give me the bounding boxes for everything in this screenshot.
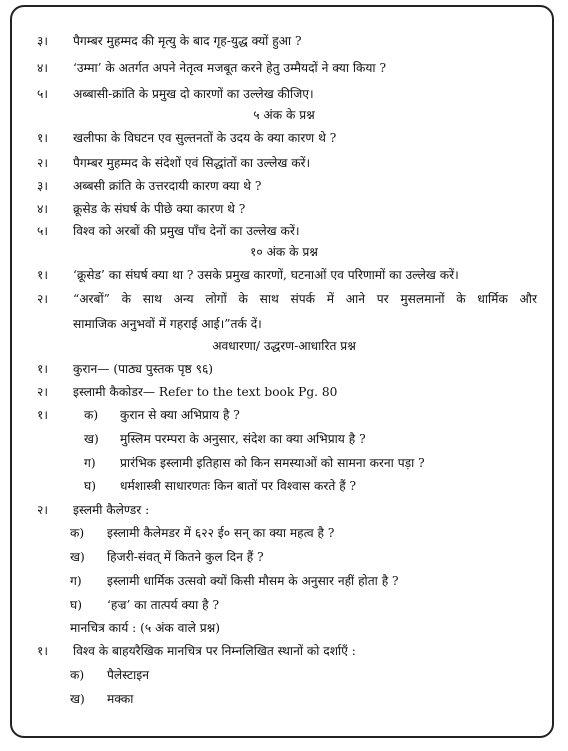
map-work-heading: मानचित्र कार्य : (५ अंक वाले प्रश्न) xyxy=(70,621,221,635)
sub-question: घ) ‘हज्र’ का तात्पर्य क्या है ? xyxy=(70,598,219,612)
question-line: २। पैगम्बर मुहम्मद के संदेशों एवं सिद्धांतों का उल्लेख करें। xyxy=(37,156,311,170)
section-heading-5-marks: ५ अंक के प्रश्न xyxy=(253,108,315,122)
question-line: ५। विश्व को अरबों की प्रमुख पाँच देनों का उल्लेख करें। xyxy=(37,224,300,238)
sub-question: क) इस्लामी कैलेमडर में ६२२ ई० सन् का क्या महत्व है ? xyxy=(70,526,335,540)
question-line: १। ‘क्रूसेड’ का संघर्ष क्या था ? उसके प्रमुख कारणों, घटनाओं एव परिणामों का उल्लेख करें। xyxy=(37,268,459,282)
sub-question: १। क) कुरान से क्या अभिप्राय है ? xyxy=(37,408,240,422)
sub-question: क) पैलेस्टाइन xyxy=(70,668,149,682)
section-heading-10-marks: १० अंक के प्रश्न xyxy=(250,245,318,259)
question-line: ४। क्रूसेड के संघर्ष के पीछे क्या कारण थे ? xyxy=(37,202,246,216)
question-line: २। “अरबों” के साथ अन्य लोगों के साथ संपर्क में आने पर मुसलमानों के धार्मिक और xyxy=(37,292,537,306)
sub-question: घ) धर्मशास्त्री साधारणतः किन बातों पर विश्वास करते हैं ? xyxy=(84,479,357,493)
question-line: ४। ‘उम्मा’ के अतर्गत अपने नेतृत्व मजबूत करने हेतु उम्मैयदों ने क्या किया ? xyxy=(37,61,386,75)
sub-question: ग) इस्लामी धार्मिक उत्सवो क्यों किसी मौसम के अनुसार नहीं होता है ? xyxy=(70,574,399,588)
sub-question: ख) हिजरी-संवत् में कितने कुल दिन हैं ? xyxy=(70,550,264,564)
question-line: ३। अब्बसी क्रांति के उत्तरदायी कारण क्या थे ? xyxy=(37,179,262,193)
source-line: १। कुरान— (पाठ्य पुस्तक पृष्ठ ९६) xyxy=(37,362,214,376)
question-line: ५। अब्बासी-क्रांति के प्रमुख दो कारणों का उल्लेख कीजिए। xyxy=(37,87,314,101)
question-line: २। इस्लमी कैलेण्डर : xyxy=(37,503,150,517)
question-line: १। खलीफा के विघटन एव सुल्तनतों के उदय के क्या कारण थे ? xyxy=(37,131,337,145)
section-heading-source-based: अवधारणा/ उद्धरण-आधारित प्रश्न xyxy=(212,339,356,353)
question-line-continued: सामाजिक अनुभवों में गहराई आई।”तर्क दें। xyxy=(73,317,262,331)
question-line: ३। पैगम्बर मुहम्मद की मृत्यु के बाद गृह-युद्ध क्यों हुआ ? xyxy=(37,34,302,48)
sub-question: ख) मक्का xyxy=(70,692,134,706)
sub-question: ग) प्रारंभिक इस्लामी इतिहास को किन समस्याओं को सामना करना पड़ा ? xyxy=(84,456,425,470)
question-line: १। विश्व के बाहयरैखिक मानचित्र पर निम्नलिखित स्थानों को दर्शाएँ : xyxy=(37,644,356,658)
sub-question: ख) मुस्लिम परम्परा के अनुसार, संदेश का क्या अभिप्राय है ? xyxy=(84,432,366,446)
source-line: २। इस्लामी कैकोडर— Refer to the text book Pg. 80 xyxy=(37,385,338,399)
